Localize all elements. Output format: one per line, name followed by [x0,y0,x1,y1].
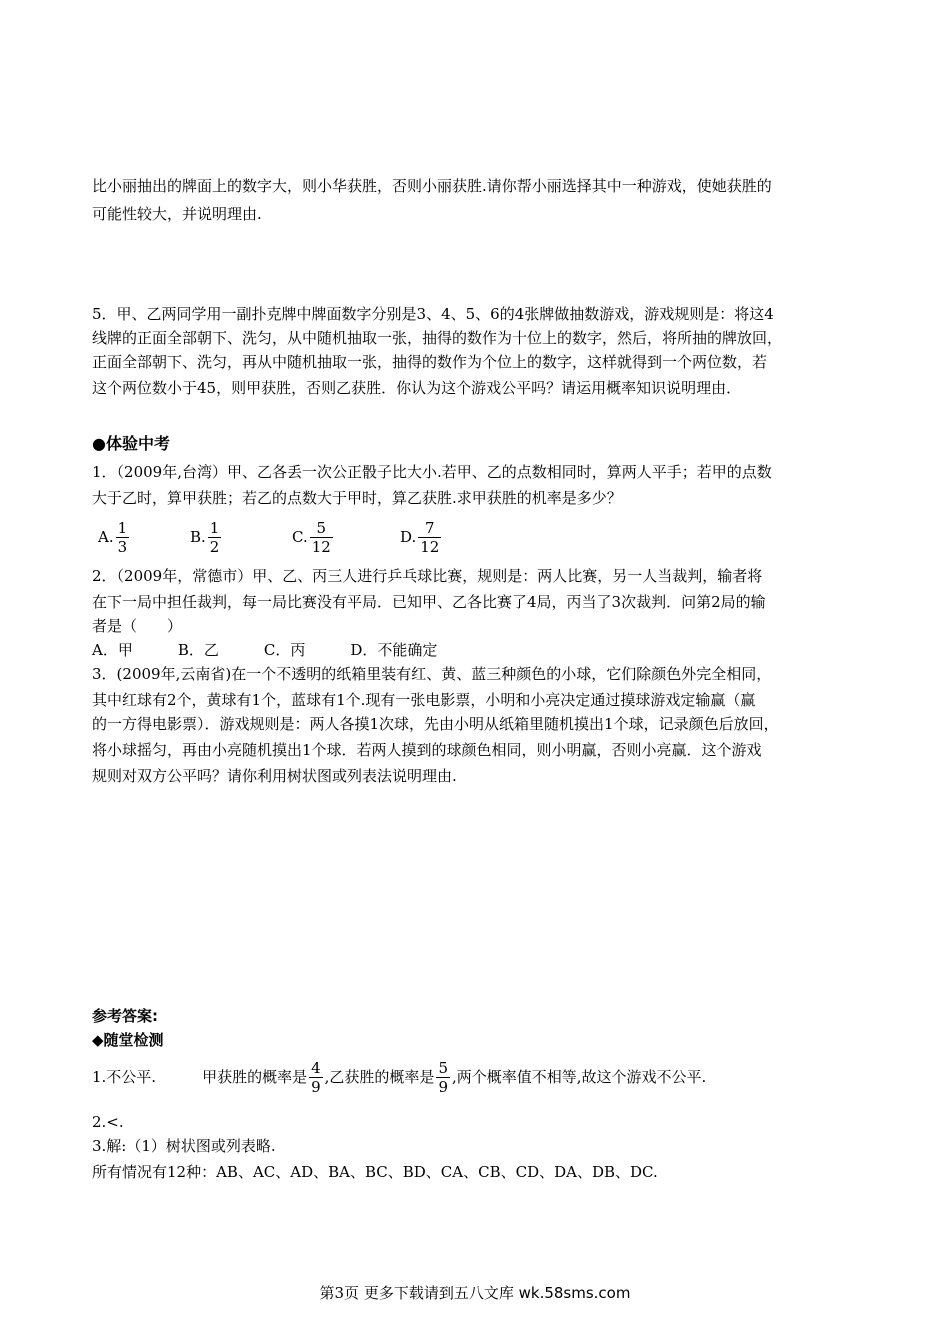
paragraph-line: 可能性较大，并说明理由. [92,205,262,223]
exam-q1-line: 大于乙时，算甲获胜；若乙的点数大于甲时，算乙获胜.求甲获胜的机率是多少？ [92,489,622,507]
section-title-exam: ●体验中考 [92,434,170,453]
answers-subtitle: ◆随堂检测 [92,1031,164,1049]
exam-q3-line: 的一方得电影票）．游戏规则是：两人各摸1次球，先由小明从纸箱里随机摸出1个球，记录颜色后放回， [92,715,779,733]
fraction [310,519,333,556]
footer-text: 更多下载请到五八文库 [359,1284,519,1302]
page-number: 第3页 [319,1284,360,1302]
exam-q3-line: 规则对双方公平吗？请你利用树状图或列表法说明理由. [92,767,457,785]
choice-label: A. [98,528,114,546]
exam-q1-line: 1．（2009年,台湾）甲、乙各丢一次公正骰子比大小.若甲、乙的点数相同时，算两人平手；若甲的点数 [92,463,772,481]
fraction-numerator: 1 [117,518,128,537]
fraction-denominator: 9 [311,1077,321,1096]
choice-d [400,516,443,558]
answers-title: 参考答案: [92,1007,158,1025]
fraction-denominator: 3 [117,537,128,556]
question-5-line: 线牌的正面全部朝下、洗匀，从中随机抽取一张，抽得的数作为十位上的数字，然后，将所抽的牌放回， [92,329,783,347]
paragraph-line: 比小丽抽出的牌面上的数字大，则小华获胜，否则小丽获胜.请你帮小丽选择其中一种游戏，使她获胜的 [92,177,772,195]
answer-1-text: 甲获胜的概率是 [202,1068,308,1086]
footer-link[interactable]: wk.58sms.com [518,1284,631,1302]
choice-a [98,516,131,558]
choice-label: C. [292,528,308,546]
fraction [436,1059,450,1096]
fraction-denominator: 12 [311,537,331,556]
choice-c [292,516,335,558]
fraction [418,519,441,556]
fraction-denominator: 9 [438,1077,448,1096]
fraction-numerator: 1 [209,518,220,537]
question-5-line: 正面全部朝下、洗匀，再从中随机抽取一张，抽得的数作为个位上的数字，这样就得到一个两位数，若 [92,353,768,371]
fraction [208,519,222,556]
answer-1-text: ,两个概率值不相等,故这个游戏不公平. [451,1068,707,1086]
answer-2: 2.<. [92,1113,124,1131]
choice-b [190,516,223,558]
choice-label: B. [190,528,206,546]
fraction-numerator: 5 [310,519,333,538]
exam-q2-line: 者是（ ） [92,617,183,635]
answer-1-text: ,乙获胜的概率是 [324,1068,435,1086]
fraction-numerator: 5 [438,1058,448,1077]
answer-3-cases: 所有情况有12种：AB、AC、AD、BA、BC、BD、CA、CB、CD、DA、DB、DC. [92,1163,658,1181]
exam-q2-choices: A．甲 B．乙 C．丙 D．不能确定 [92,641,438,659]
fraction-denominator: 2 [209,537,220,556]
fraction-numerator: 7 [418,519,441,538]
answer-1-prefix: 1.不公平. [92,1068,157,1086]
answer-3: 3.解:（1）树状图或列表略. [92,1137,276,1155]
page-footer [0,1283,950,1303]
exam-q3-line: 3．(2009年,云南省)在一个不透明的纸箱里装有红、黄、蓝三种颜色的小球，它们除颜色外完全相同， [92,665,772,683]
fraction-numerator: 4 [311,1058,321,1077]
choice-label: D. [400,528,417,546]
exam-q3-line: 将小球摇匀，再由小亮随机摸出1个球．若两人摸到的球颜色相同，则小明赢，否则小亮赢．这个游戏 [92,741,762,759]
question-5-line: 这个两位数小于45，则甲获胜，否则乙获胜．你认为这个游戏公平吗？请运用概率知识说明理由． [92,379,742,397]
question-5-line: 5．甲、乙两同学用一副扑克牌中牌面数字分别是3、4、5、6的4张牌做抽数游戏，游戏规则是：将这4 [92,305,774,323]
fraction-denominator: 12 [420,537,440,556]
fraction [309,1059,323,1096]
exam-q2-line: 2．（2009年，常德市）甲、乙、丙三人进行乒乓球比赛，规则是：两人比赛，另一人当裁判，输者将 [92,567,763,585]
fraction [116,519,130,556]
exam-q2-line: 在下一局中担任裁判，每一局比赛没有平局．已知甲、乙各比赛了4局，丙当了3次裁判．问第2局的输 [92,593,766,611]
answer-1 [92,1054,706,1100]
exam-q3-line: 其中红球有2个，黄球有1个，蓝球有1个.现有一张电影票，小明和小亮决定通过摸球游戏定输赢（赢 [92,691,756,709]
